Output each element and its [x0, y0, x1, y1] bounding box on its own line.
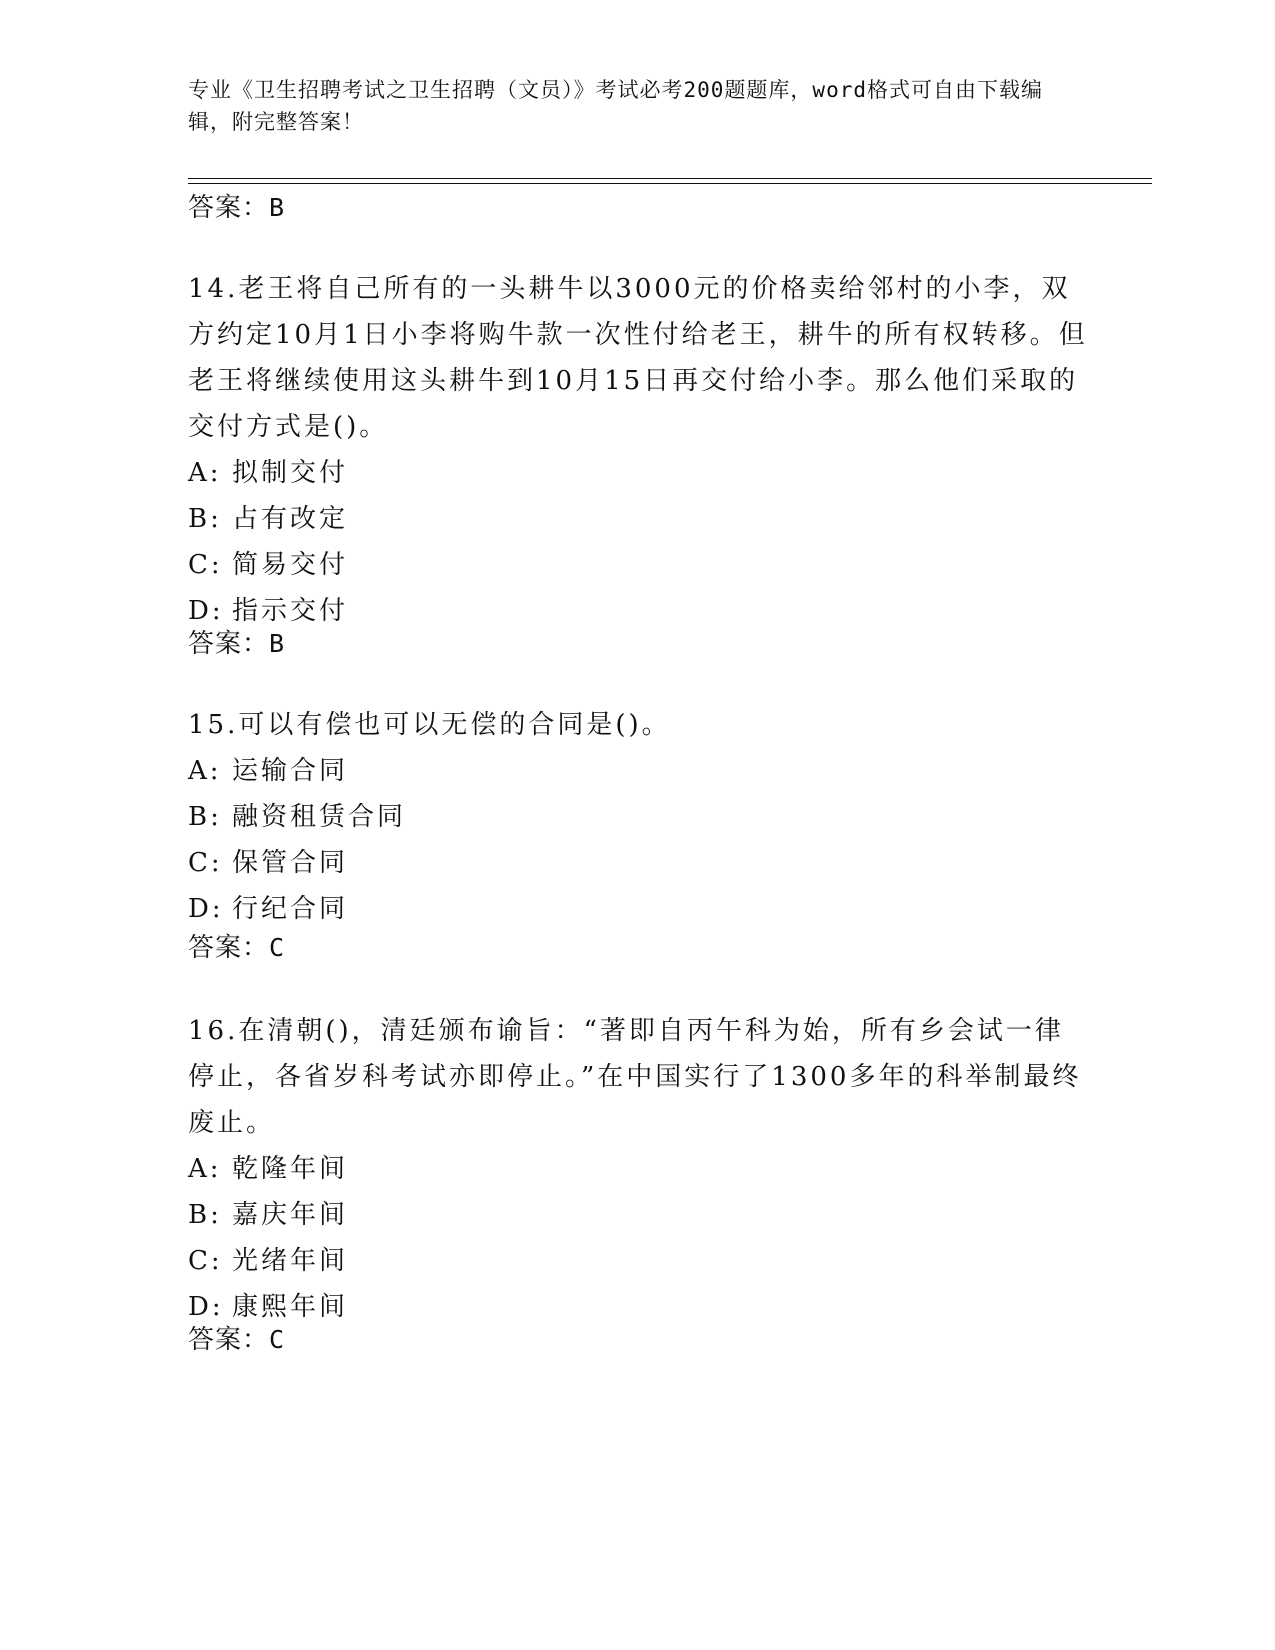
option-letter: A: [188, 458, 222, 488]
option-a [188, 1146, 1088, 1192]
question-text: 15.可以有偿也可以无偿的合同是()。 [188, 710, 671, 740]
option-list [188, 748, 1088, 932]
option-letter: A: [188, 1154, 222, 1184]
answer-line [188, 628, 285, 660]
option-a [188, 450, 1088, 496]
option-a [188, 748, 1088, 794]
question-text: 16.在清朝()，清廷颁布谕旨：“著即自丙午科为始，所有乡会试一律停止，各省岁科考试亦即停止。”在中国实行了1300多年的科举制最终废止。 [188, 1016, 1082, 1138]
option-letter: D: [188, 596, 224, 626]
option-d [188, 1284, 1088, 1330]
option-letter: B: [188, 1200, 222, 1230]
answer-line [188, 192, 285, 224]
option-c [188, 840, 1088, 886]
option-text: 光绪年间 [232, 1246, 349, 1276]
option-d [188, 886, 1088, 932]
answer-label: 答案： [188, 1325, 270, 1355]
option-letter: D: [188, 894, 224, 924]
header-divider-bottom [188, 183, 1152, 184]
option-b [188, 496, 1088, 542]
option-letter: C: [188, 848, 223, 878]
option-text: 乾隆年间 [232, 1154, 349, 1184]
question-block [188, 702, 1088, 932]
option-list [188, 450, 1088, 634]
option-c [188, 1238, 1088, 1284]
option-b [188, 1192, 1088, 1238]
header-divider-top [188, 178, 1152, 179]
option-text: 行纪合同 [232, 894, 349, 924]
option-text: 占有改定 [232, 504, 349, 534]
option-letter: C: [188, 1246, 223, 1276]
document-header: 专业《卫生招聘考试之卫生招聘（文员）》考试必考200题题库，word格式可自由下载编辑，附完整答案！ [188, 78, 1043, 134]
option-text: 嘉庆年间 [232, 1200, 349, 1230]
option-letter: B: [188, 504, 222, 534]
answer-value: C [269, 933, 286, 962]
answer-line [188, 1324, 285, 1356]
question-text: 14.老王将自己所有的一头耕牛以3000元的价格卖给邻村的小李，双方约定10月1日小李将购牛款一次性付给老王，耕牛的所有权转移。但老王将继续使用这头耕牛到10月15日再交付给小李。那么他们采取的交付方式是()。 [188, 274, 1088, 442]
question-block [188, 1008, 1088, 1330]
option-list [188, 1146, 1088, 1330]
option-text: 简易交付 [232, 550, 349, 580]
answer-value: C [269, 1325, 286, 1354]
option-letter: A: [188, 756, 222, 786]
option-text: 拟制交付 [232, 458, 349, 488]
option-text: 融资租赁合同 [232, 802, 407, 832]
answer-value: B [269, 629, 286, 658]
option-letter: D: [188, 1292, 224, 1322]
answer-label: 答案： [188, 193, 270, 223]
option-text: 指示交付 [232, 596, 349, 626]
answer-line [188, 932, 285, 964]
option-text: 保管合同 [232, 848, 349, 878]
option-text: 康熙年间 [232, 1292, 349, 1322]
question-block [188, 266, 1088, 634]
option-c [188, 542, 1088, 588]
answer-label: 答案： [188, 933, 270, 963]
answer-label: 答案： [188, 629, 270, 659]
option-d [188, 588, 1088, 634]
answer-value: B [269, 193, 286, 222]
option-text: 运输合同 [232, 756, 349, 786]
option-b [188, 794, 1088, 840]
option-letter: B: [188, 802, 222, 832]
option-letter: C: [188, 550, 223, 580]
